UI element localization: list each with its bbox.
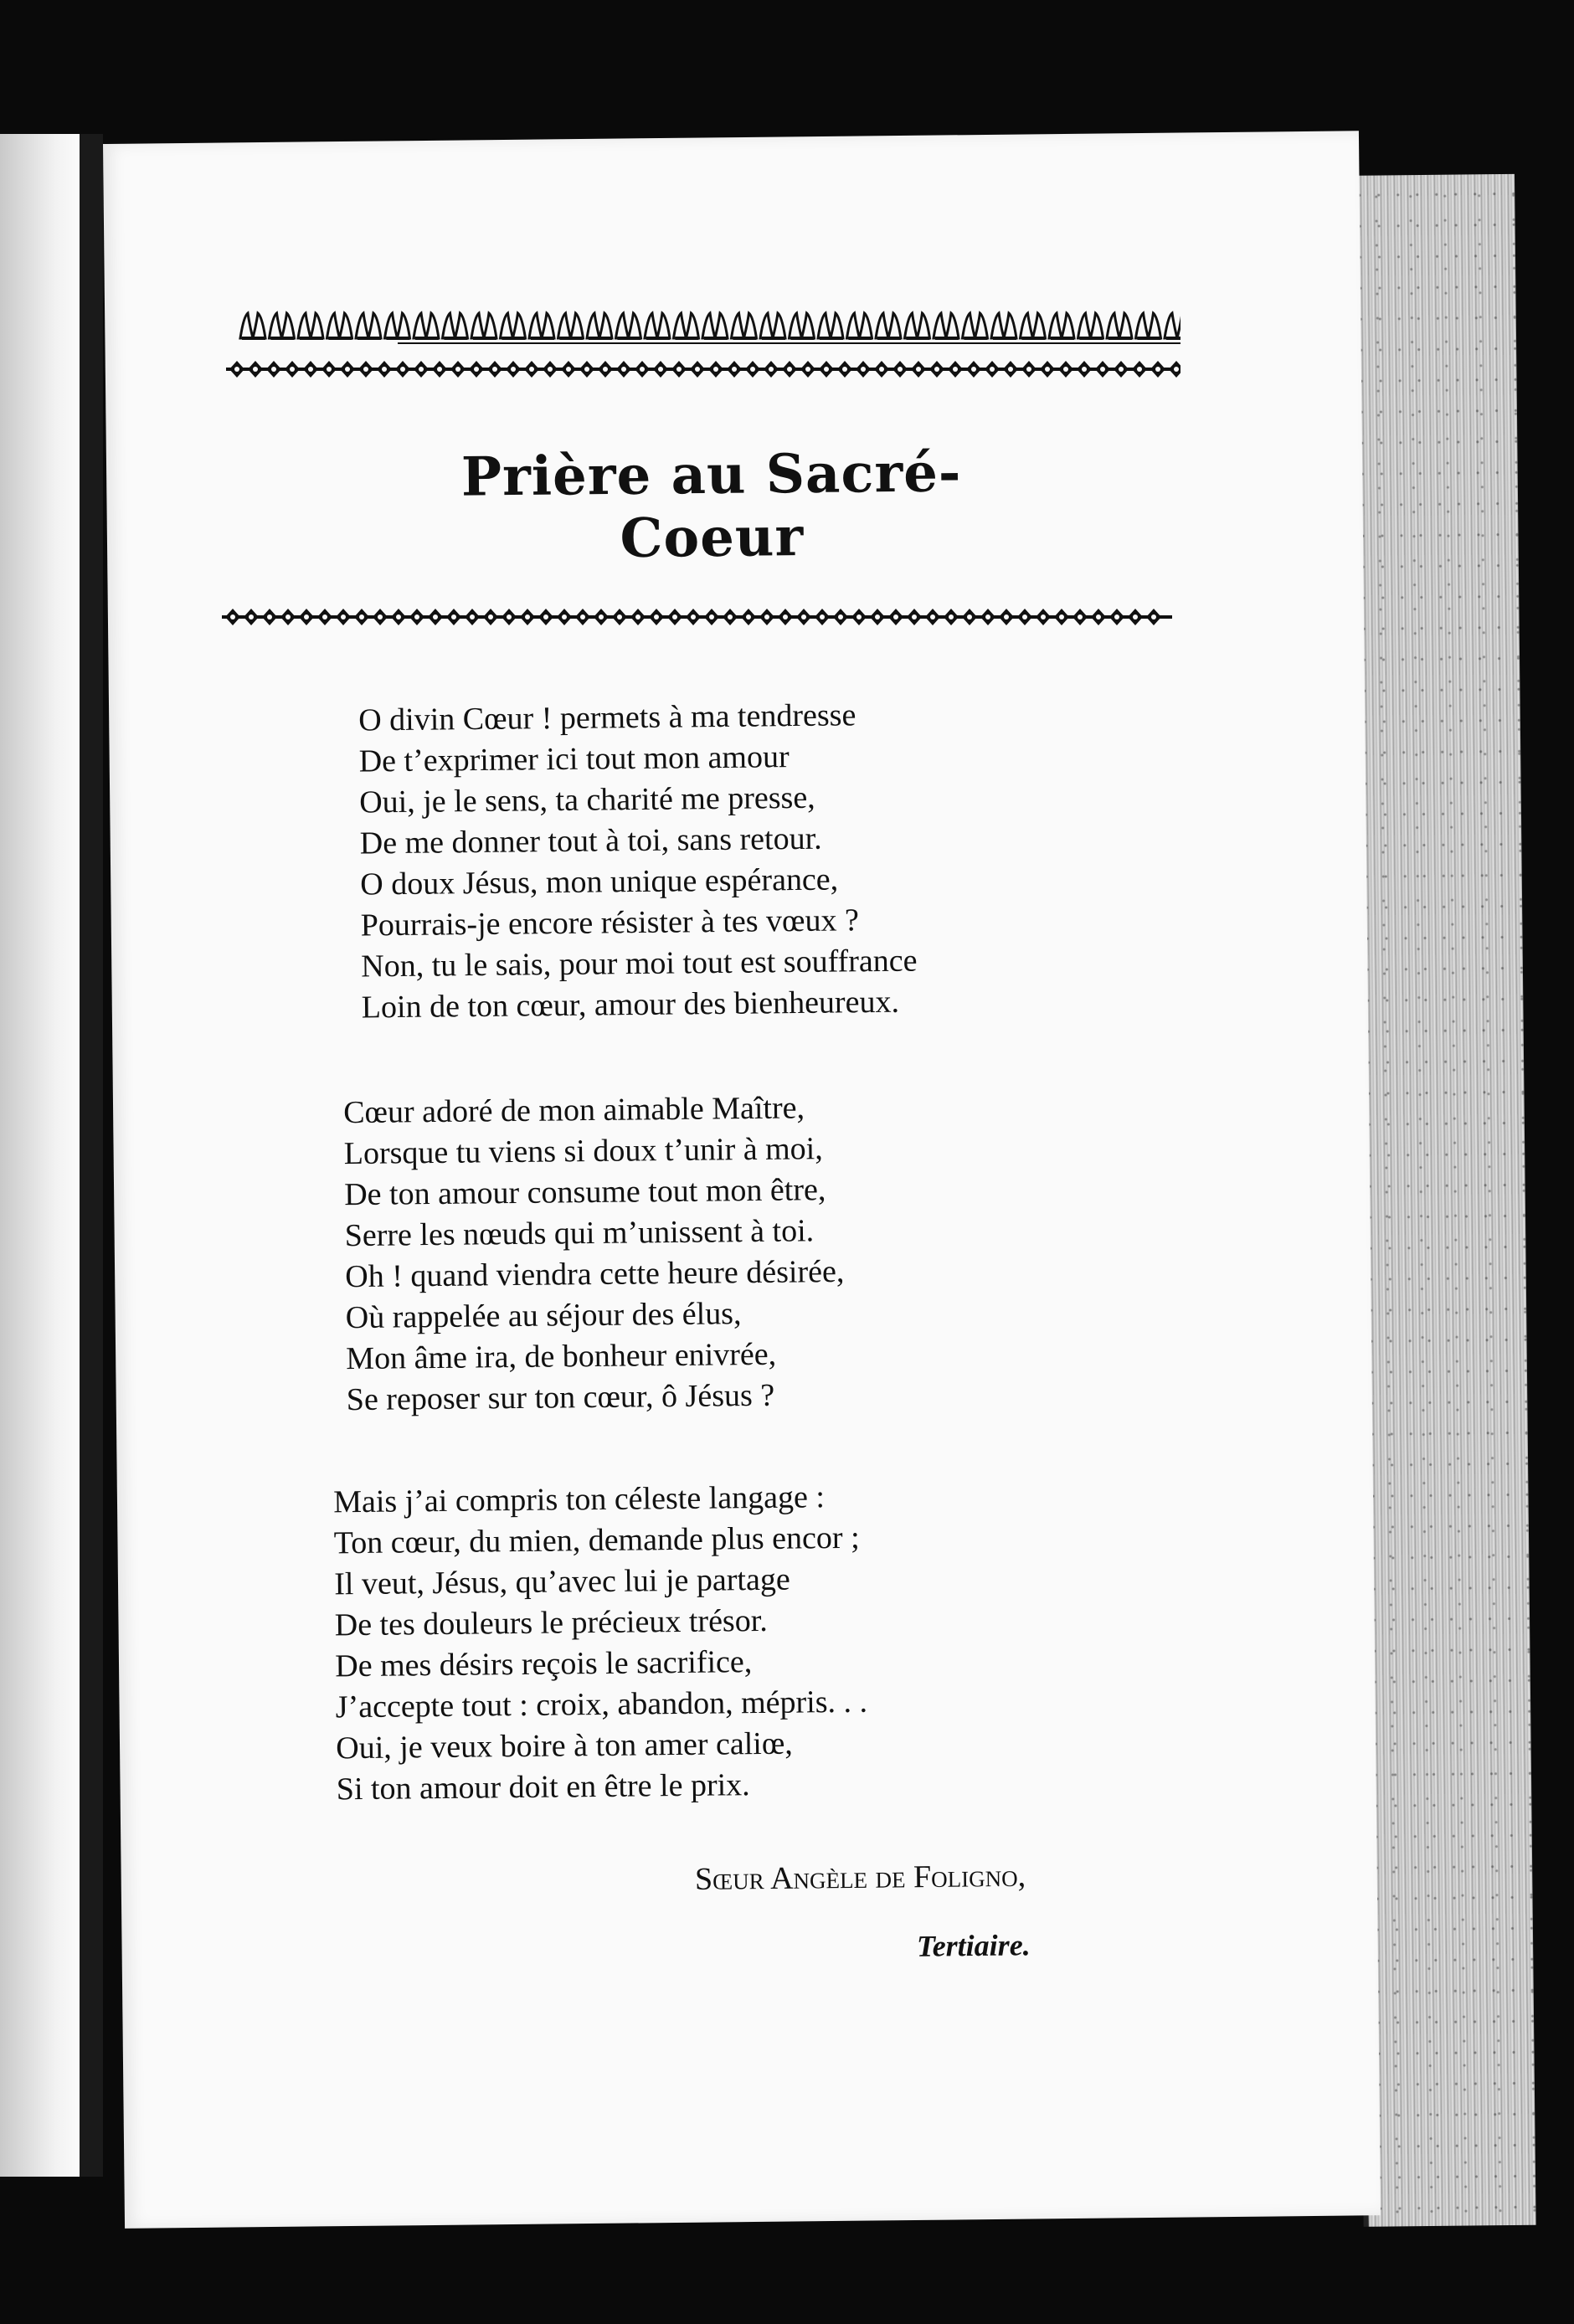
poem-line: Cœur adoré de mon aimable Maître, (342, 1090, 805, 1131)
author-role: Tertiaire. (916, 1928, 1031, 1963)
poem-line: Pourrais-je encore résister à tes vœux ? (360, 902, 860, 943)
poem-line: Oui, je le sens, ta charité me presse, (359, 779, 815, 820)
stanza-3 (333, 1477, 868, 1811)
stanza-2 (343, 1087, 846, 1421)
poem-line: Loin de ton cœur, amour des bienheureux. (361, 984, 900, 1026)
facing-page-edge (0, 134, 80, 2177)
poem-line: De t’exprimer ici tout mon amour (358, 739, 790, 779)
poem-line: O divin Cœur ! permets à ma tendresse (357, 697, 856, 738)
poem-line: Mon âme ira, de bonheur enivrée, (346, 1336, 777, 1377)
book-gutter (80, 134, 103, 2177)
stanza-1 (358, 695, 918, 1029)
author-signature: Sœur Angèle de Foligno, (694, 1858, 1026, 1897)
poem-line: Oh ! quand viendra cette heure désirée, (345, 1253, 845, 1295)
poem-line: Si ton amour doit en être le prix. (336, 1767, 750, 1807)
poem-line: Où rappelée au séjour des élus, (345, 1296, 742, 1336)
poem-line: Mais j’ai compris ton céleste langage : (332, 1479, 826, 1520)
poem-line: Serre les nœuds qui m’unissent à toi. (344, 1213, 815, 1254)
poem-line: Ton cœur, du mien, demande plus encor ; (333, 1519, 860, 1561)
poem-line: De me donner tout à toi, sans retour. (359, 820, 822, 861)
ornamental-rule-bottom (222, 604, 1172, 630)
floral-ornament-band (239, 308, 1180, 345)
poem-line: Non, tu le sais, pour moi tout est souffrance (361, 943, 918, 985)
ornamental-rule-top (226, 356, 1180, 383)
poem-line: De ton amour consume tout mon être, (344, 1172, 826, 1213)
poem-line: De tes douleurs le précieux trésor. (334, 1602, 768, 1643)
poem-line: Lorsque tu viens si doux t’unir à moi, (343, 1131, 823, 1172)
poem-line: De mes désirs reçois le sacrifice, (335, 1644, 753, 1684)
poem-line: O doux Jésus, mon unique espérance, (360, 861, 839, 902)
poem-line: Il veut, Jésus, qu’avec lui je partage (334, 1561, 790, 1602)
poem-line: J’accepte tout : croix, abandon, mépris. . . (335, 1684, 868, 1725)
poem-line: Se reposer sur ton cœur, ô Jésus ? (346, 1377, 775, 1418)
poem-line: Oui, je veux boire à ton amer caliœ, (336, 1725, 794, 1766)
page-title: Prière au Sacré-Coeur (460, 441, 962, 570)
